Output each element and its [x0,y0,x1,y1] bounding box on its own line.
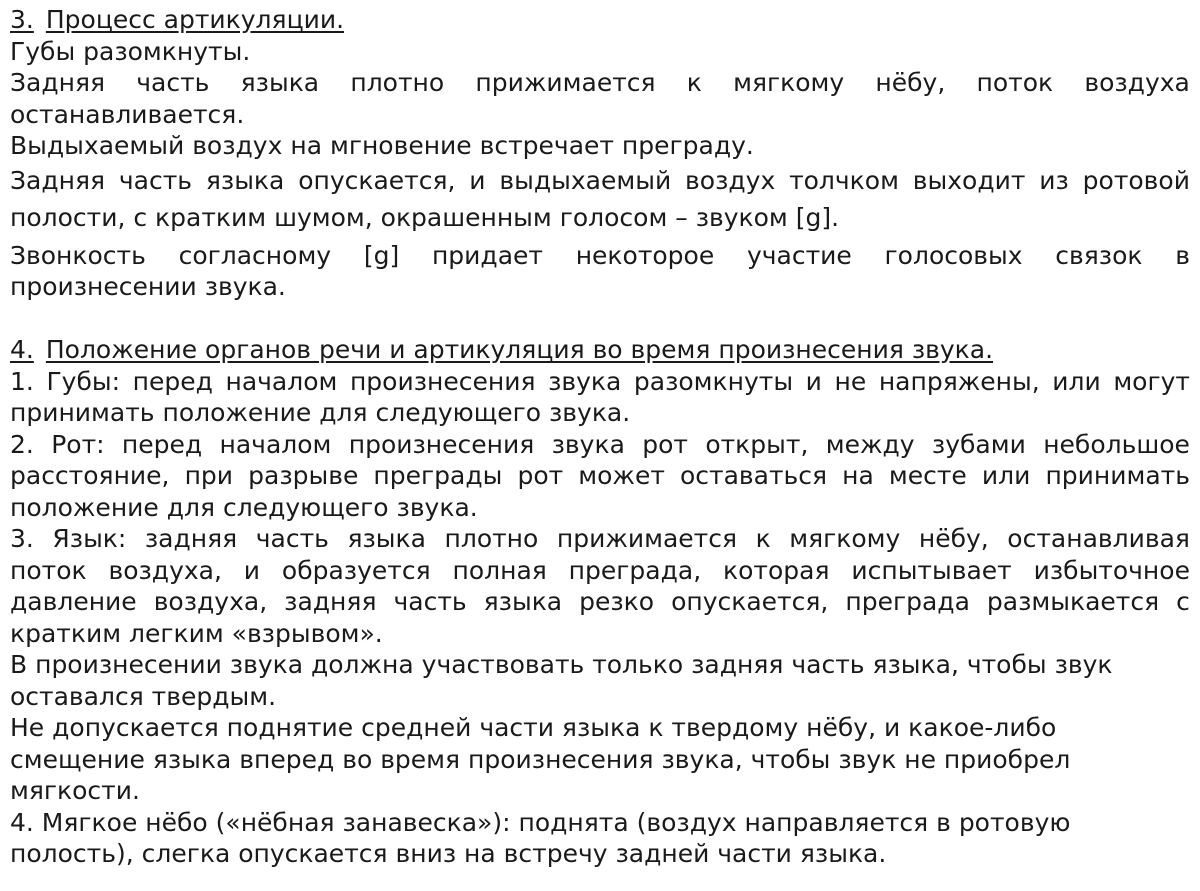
document-page [10,4,1190,870]
word: останавливая [1007,524,1190,553]
word: звука [551,429,625,459]
s4-line-9: В произнесении звука должна участвовать только задняя часть языка, чтобы звук [10,650,1113,679]
s4-line-7 [10,586,1190,618]
word: перед [132,366,213,396]
s4-line-3 [10,460,1190,492]
s4-line-5 [10,523,1190,555]
word: нёбу, [875,68,946,97]
s4-line-15: полость), слегка опускается вниз на встречу задней части языка. [10,839,887,868]
word: прижимается [556,524,738,553]
word: могут [1113,366,1190,396]
word: преграда, [568,555,702,585]
word: образуется [281,555,431,585]
word: звука [548,366,622,396]
s4-line-8: кратким легким «взрывом». [10,618,383,648]
s3-line-6 [10,240,1190,272]
word: согласному [178,240,332,270]
word: часть [255,524,329,553]
word: опускается, [671,587,829,616]
s3-line-4 [10,162,1190,199]
s4-line-0 [10,366,1190,398]
word: задняя [284,587,377,616]
word: [g] [363,240,400,270]
word: языка [205,165,285,195]
word: некоторое [575,240,715,270]
word: началом [219,429,332,459]
word: мягкому [733,68,845,97]
word: 2. [10,429,34,459]
word: 1. [10,366,34,396]
word: зубами [931,429,1026,459]
word: участие [746,240,852,270]
word: воздуха, [153,587,268,616]
word: испытывает [851,555,1012,585]
word: которая [723,555,830,585]
word: 3. [10,524,34,553]
word: резко [579,587,655,616]
word: из [1039,165,1069,195]
word: оставаться [679,461,828,490]
word: размыкается [986,587,1160,616]
s4-line-12: смещение языка вперед во время произнесения звука, чтобы звук не приобрел [10,744,1071,774]
s4-line-13: мягкости. [10,776,140,805]
section-4-title: Положение органов речи и артикуляция во время произнесения звука. [45,335,994,364]
word: опускается, [298,165,456,195]
s3-line-5: полости, с кратким шумом, окрашенным голосом – звуком [g]. [10,202,840,232]
s4-line-14: 4. Мягкое нёбо («нёбная занавеска»): поднята (воздух направляется в ротовую [10,807,1071,837]
word: давление [10,587,137,616]
word: Язык: [52,524,127,553]
word: в [1175,240,1190,270]
word: языка [240,68,320,97]
word: избыточное [1033,555,1190,585]
word: может [578,461,665,490]
word: не [834,366,867,396]
word: Губы: [46,366,121,396]
word: месте [888,461,967,490]
word: и [243,555,261,585]
word: небольшое [1043,429,1190,459]
word: с [1176,587,1190,616]
section-3-title: Процесс артикуляции. [45,5,345,34]
word: связок [1055,240,1143,270]
word: прижимается [475,68,656,97]
word: перед [121,429,203,459]
word: напряжены, [878,366,1040,396]
s3-line-7: произнесении звука. [10,272,286,301]
word: плотно [350,68,445,97]
word: произнесения [349,366,536,396]
word: голосовых [884,240,1023,270]
word: полная [452,555,547,585]
word: часть [393,587,467,616]
section-3-number: 3. [10,5,34,34]
word: между [825,429,915,459]
word: языка [347,524,426,553]
s3-line-2: останавливается. [10,99,245,129]
word: принимать [1045,461,1190,490]
word: или [1052,366,1101,396]
s4-line-4: положение для следующего звука. [10,492,478,522]
word: Задняя [10,165,106,195]
s4-line-2 [10,429,1190,461]
word: к [686,68,702,97]
s4-line-1: принимать положение для следующего звука. [10,398,631,427]
word: часть [118,165,193,195]
word: произнесения [348,429,535,459]
s4-line-11: Не допускается поднятие средней части языка к твердому нёбу, и какое-либо [10,713,1057,742]
word: Рот: [51,429,105,459]
s3-line-1 [10,67,1190,99]
word: толчком [789,165,899,195]
word: рот [642,429,688,459]
word: Задняя [10,68,106,97]
word: разрыве [248,461,359,490]
s3-line-3: Выдыхаемый воздух на мгновение встречает преграду. [10,131,754,160]
section-4-heading [10,334,1190,366]
word: придает [431,240,543,270]
section-3-heading [10,4,1190,36]
word: преграды [373,461,503,490]
word: и [469,165,486,195]
word: расстояние, [10,461,170,490]
word: поток [976,68,1054,97]
word: при [184,461,234,490]
s4-line-6 [10,555,1190,587]
word: поток [10,555,87,585]
word: мягкому [789,524,901,553]
section-4-number: 4. [10,335,34,364]
word: и [805,366,822,396]
s4-line-10: оставался твердым. [10,681,277,711]
word: выдыхаемый [499,165,672,195]
word: рот [517,461,564,490]
word: ротовой [1082,165,1190,195]
word: открыт, [705,429,809,459]
word: задняя [144,524,238,553]
word: выходит [912,165,1026,195]
word: нёбу, [918,524,989,553]
word: преграда [845,587,970,616]
word: часть [136,68,210,97]
word: на [842,461,874,490]
s3-line-0: Губы разомкнуты. [10,36,251,66]
word: Звонкость [10,240,146,270]
word: воздуха [1084,68,1190,97]
word: воздуха, [108,555,222,585]
word: плотно [444,524,539,553]
word: началом [225,366,338,396]
word: к [755,524,771,553]
word: или [981,461,1031,490]
word: разомкнуты [633,366,794,396]
word: языка [483,587,563,616]
word: воздух [685,165,776,195]
